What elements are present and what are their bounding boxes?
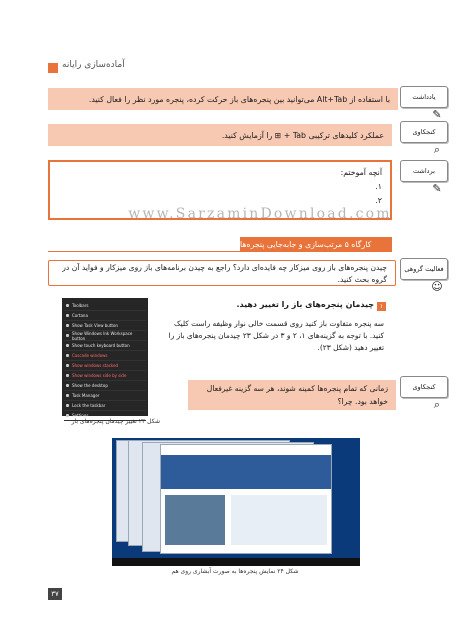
site-photo xyxy=(165,495,225,545)
menu-item: Task Manager xyxy=(64,391,146,401)
activity-box xyxy=(48,260,396,286)
reflection-text: زمانی که تمام پنجره‌ها کمینه شوند، هر سه گزینه غیرفعال خواهد بود. چرا؟ xyxy=(206,384,388,406)
page-number: ۳۷ xyxy=(48,588,62,600)
section-divider xyxy=(48,251,392,252)
watermark: www.SarzaminDownload.com xyxy=(128,206,392,222)
label-class-activity: فعالیت گروهی xyxy=(400,258,448,280)
activity-text: چیدن پنجره‌های باز روی میزکار چه فایده‌ای دارد؟ راجع به چیدن برنامه‌های باز روی میزکار و فواید آن در گروه بحث کنید. xyxy=(62,263,387,284)
pen-icon: ✎ xyxy=(432,108,442,121)
section-title: کارگاه ۵ مرتب‌سازی و جابه‌جایی پنجره‌ها xyxy=(240,237,392,251)
menu-item: Lock the taskbar xyxy=(64,401,146,411)
header-marker xyxy=(48,63,58,73)
menu-item: Toolbars xyxy=(64,301,146,311)
curiosity-text: عملکرد کلیدهای ترکیبی Tab + ⊞ را آزمایش کنید. xyxy=(221,130,384,140)
note-box xyxy=(48,88,398,110)
magnifier-icon: ⌕ xyxy=(433,143,441,156)
desktop-screenshot xyxy=(112,438,360,566)
magnifier-icon: ⌕ xyxy=(433,398,441,411)
front-window xyxy=(160,444,332,554)
reflection-box xyxy=(188,380,396,410)
context-menu-screenshot xyxy=(62,298,148,416)
step-heading: چیدمان پنجره‌های باز را تغییر دهید. xyxy=(236,300,374,309)
site-banner xyxy=(161,455,331,489)
label-takeaway: برداشت xyxy=(400,160,448,182)
learned-item-2: ۲. xyxy=(375,196,382,205)
learned-item-1: ۱. xyxy=(375,182,382,191)
site-content xyxy=(231,495,327,545)
menu-item: Show Task View button xyxy=(64,321,146,331)
menu-item-cascade: Cascade windows xyxy=(64,351,146,361)
menu-item-stacked: Show windows stacked xyxy=(64,361,146,371)
header-title: آماده‌سازی رایانه xyxy=(62,60,125,70)
menu-item: Cortana xyxy=(64,311,146,321)
people-icon: ☺ xyxy=(431,280,443,293)
menu-item: Show Windows Ink Workspace button xyxy=(64,331,146,341)
figure-24-caption: شکل ۲۴ نمایش پنجره‌ها به صورت آبشاری روی هم xyxy=(171,568,299,575)
menu-item: Settings xyxy=(64,411,146,421)
step-body: سه پنجره متفاوت باز کنید روی قسمت خالی نوار وظیفه راست کلیک کنید. با توجه به گزینه‌های ۱، ۲ و ۳ در شکل ۲۳ چیدمان پنجره‌های باز را تغییر دهید (شکل ۲۳). xyxy=(168,319,384,352)
label-curiosity-2: کنجکاوی xyxy=(400,376,448,398)
taskbar xyxy=(112,558,360,566)
menu-item: Show touch keyboard button xyxy=(64,341,146,351)
note-text: با استفاده از Alt+Tab می‌توانید بین پنجره‌های باز حرکت کرده، پنجره مورد نظر را فعال کنید. xyxy=(88,94,390,104)
menu-item: Show the desktop xyxy=(64,381,146,391)
curiosity-box xyxy=(48,124,392,146)
menu-item-side-by-side: Show windows side by side xyxy=(64,371,146,381)
label-note: یادداشت xyxy=(400,86,448,108)
label-curiosity: کنجکاوی xyxy=(400,121,448,143)
learned-title: آنچه آموختم: xyxy=(340,168,382,177)
pen-icon: ✎ xyxy=(432,182,442,195)
figure-23-caption: شکل ۲۳ تغییر چیدمان پنجره‌های باز xyxy=(71,418,160,425)
step-number: ۱ xyxy=(377,302,386,311)
